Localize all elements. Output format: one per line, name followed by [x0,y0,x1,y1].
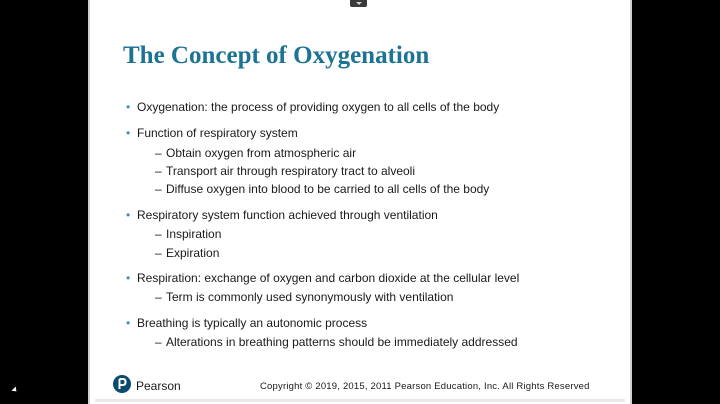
sub-bullet-text: Alterations in breathing patterns should be immediately addressed [166,335,518,349]
dash-icon: – [155,182,162,196]
dash-icon: – [155,146,162,160]
slide-bottom-bar [95,399,625,402]
slide-left-edge [88,0,90,404]
copyright-text: Copyright © 2019, 2015, 2011 Pearson Education, Inc. All Rights Reserved [260,381,590,392]
sub-bullet-text: Diffuse oxygen into blood to be carried to all cells of the body [166,182,490,196]
pearson-logo-icon [113,375,131,393]
dropdown-toggle-button[interactable] [350,0,367,7]
sub-bullet-text: Term is commonly used synonymously with ventilation [166,290,454,304]
bullet-icon: • [126,271,131,285]
dash-icon: – [155,164,162,178]
sub-bullet-text: Obtain oxygen from atmospheric air [166,146,357,160]
slide-title: The Concept of Oxygenation [123,42,430,69]
bullet-icon: • [126,208,131,222]
sub-bullet-text: Expiration [166,246,220,260]
bullet-text: Function of respiratory system [137,126,298,140]
bullet-icon: • [126,126,131,140]
pearson-logo-text: Pearson [136,379,181,393]
sub-bullet-text: Transport air through respiratory tract to alveoli [166,164,415,178]
slide-right-edge [630,0,632,404]
bullet-text: Oxygenation: the process of providing oxygen to all cells of the body [137,100,500,114]
bullet-text: Respiratory system function achieved through ventilation [137,208,438,222]
sub-bullet-text: Inspiration [166,227,222,241]
dash-icon: – [155,227,162,241]
dash-icon: – [155,335,162,349]
dash-icon: – [155,246,162,260]
chevron-down-icon [356,2,362,5]
bullet-icon: • [126,100,131,114]
bullet-text: Respiration: exchange of oxygen and carbon dioxide at the cellular level [137,271,520,285]
bullet-icon: • [126,316,131,330]
dash-icon: – [155,290,162,304]
mouse-cursor-icon [11,386,18,393]
bullet-text: Breathing is typically an autonomic process [137,316,368,330]
